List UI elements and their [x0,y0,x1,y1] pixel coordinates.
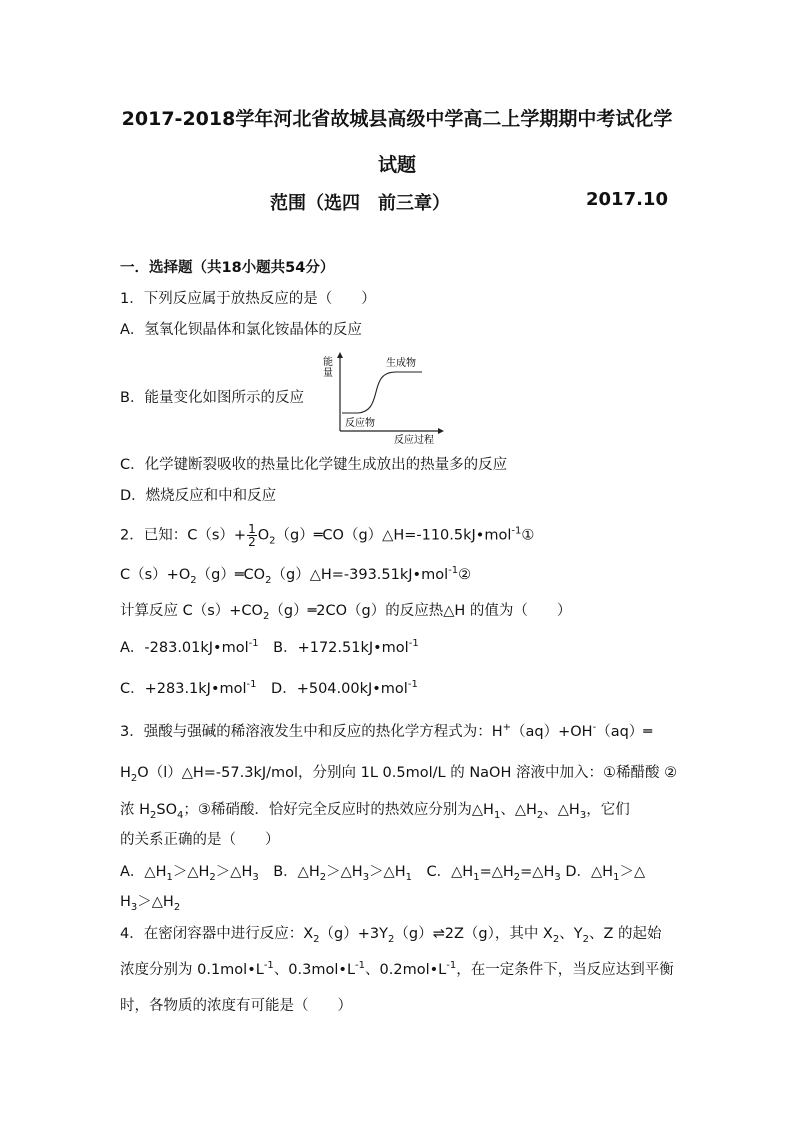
reactant-label: 反应物 [345,418,375,429]
q3-line-4: 的关系正确的是（ ） [120,832,280,848]
q4-line-1: 4．在密闭容器中进行反应：$X_2(g)+3Y_2(g)\rightleftharpoons 2Z(g)$，其中 $X_2$、$Y_2$、Z 的起始 [120,926,662,945]
fraction-half: $\frac{1}{2}$ [248,522,256,549]
x-axis-arrow [438,428,444,434]
scope-label: 范围（选四 前三章） [270,193,450,214]
q3-options-cont: $H_3>\triangle H_2$ [120,894,181,913]
date-label: 2017.10 [586,189,668,210]
q3-options: A．$\triangle H_1>\triangle H_2>\triangle H_3$ B．$\triangle H_2>\triangle H_3>\triangle H_1$ C．$\triangle H_1=\triangle H_2=\triangle H_3$ D．$\triangle H_1>\triangle$ [120,864,646,883]
energy-axis-label-1: 能 [323,357,333,368]
title-line-2: 试题 [377,154,416,176]
q1-option-b: B．能量变化如图所示的反应 [120,390,304,406]
section-heading: 一．选择题（共18小题共54分） [120,260,335,276]
y-axis-arrow [337,352,343,358]
product-label: 生成物 [386,358,416,369]
x-axis-label: 反应过程 [394,435,434,446]
q4-line-3: 时，各物质的浓度有可能是（ ） [120,998,352,1014]
q2-equation-2: $C(s)+O_2(g)═CO_2(g)\triangle H=-393.51kJ•mol^{-1}②$ [120,565,472,586]
q2-equation-1: 2．已知：C（s）+ $\frac{1}{2}$ $O_2(g)═CO(g)\triangle H=-110.5kJ•mol^{-1}①$ [120,522,535,549]
q3-line-2: $H_2O(l)\triangle H=-57.3kJ$/mol，分别向 1L 0.5mol/L 的 NaOH 溶液中加入：①稀醋酸 ② [120,765,678,784]
q1-stem: 1．下列反应属于放热反应的是（ ） [120,291,376,307]
q2-options-cd: C．+283.1kJ•mol$^{-1}$ D．+504.00kJ•mol$^{-1}$ [120,679,418,697]
q3-line-3: 浓 $H_2SO_4$；③稀硝酸．恰好完全反应时的热效应分别为$\triangle H_1$、$\triangle H_2$、$\triangle H_3$，它们 [120,802,630,821]
q3-line-1: 3．强酸与强碱的稀溶液发生中和反应的热化学方程式为：H+（aq）+OH-（aq）═ [120,722,653,740]
q1-option-c: C．化学键断裂吸收的热量比化学键生成放出的热量多的反应 [120,457,508,473]
title-line-1: 2017-2018学年河北省故城县高级中学高二上学期期中考试化学 [121,108,673,130]
q1-option-a: A．氢氧化钡晶体和氯化铵晶体的反应 [120,322,362,338]
energy-diagram [318,352,446,446]
q1-option-d: D．燃烧反应和中和反应 [120,488,277,504]
energy-axis-label-2: 量 [323,368,333,379]
energy-curve [358,372,422,413]
q2-options-ab: A．-283.01kJ•mol$^{-1}$ B．+172.51kJ•mol$^{-1}$ [120,638,419,656]
q4-line-2: 浓度分别为 $0.1mol•L^{-1}$、$0.3mol•L^{-1}$、$0.2mol•L^{-1}$，在一定条件下，当反应达到平衡 [120,960,674,978]
q2-question: 计算反应 $C(s)+CO_2(g)═2CO(g)$的反应热△H 的值为（ ） [120,603,572,622]
